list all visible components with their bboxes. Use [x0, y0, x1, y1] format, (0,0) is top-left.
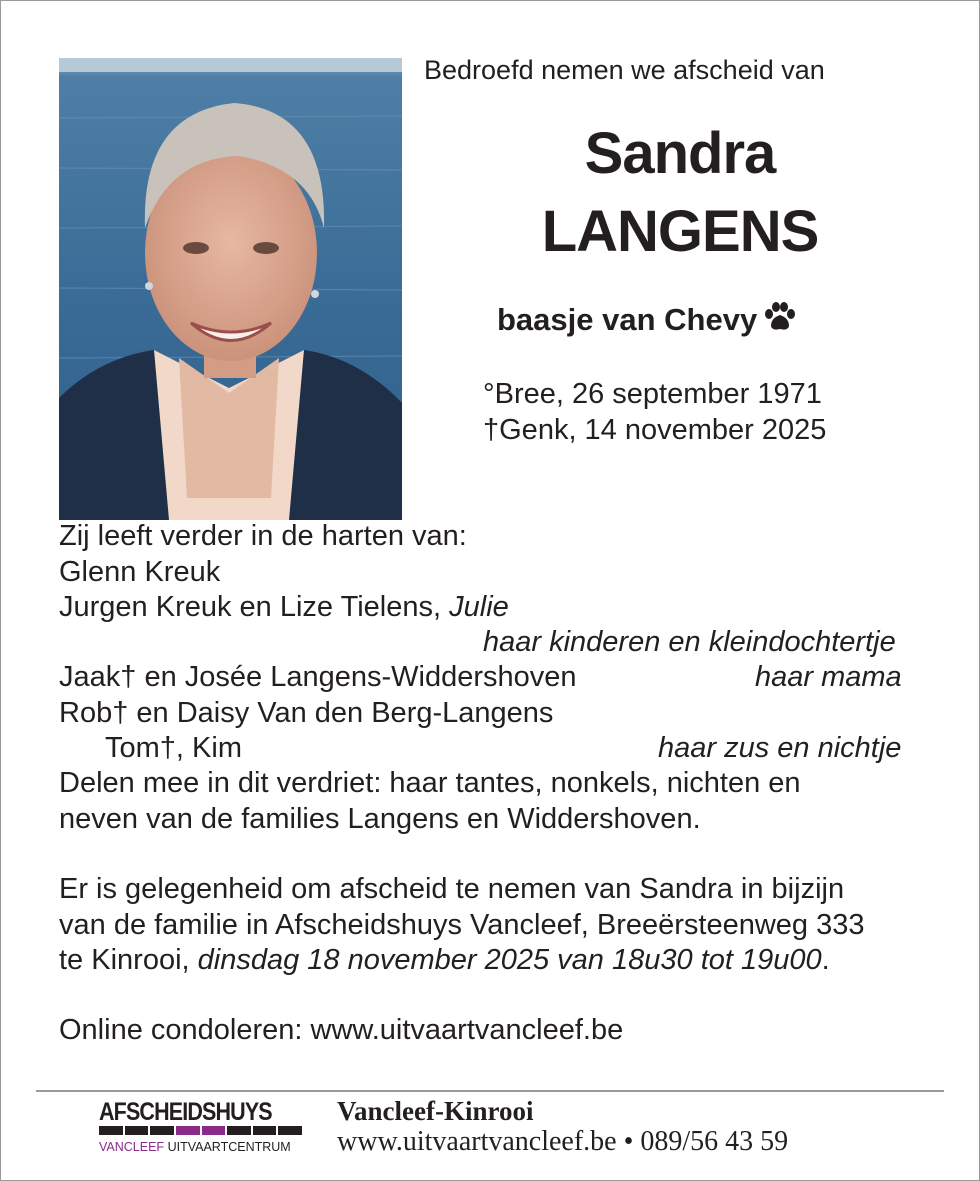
logo-title: AFSCHEIDSHUYS	[99, 1098, 272, 1126]
mourner-italic: Julie	[449, 591, 509, 623]
mourner-line: Tom†, Kim	[105, 732, 242, 764]
visitation-line: van de familie in Afscheidshuys Vancleef, Breeërsteenweg 333	[59, 909, 865, 941]
footer-divider	[36, 1090, 944, 1092]
mourner-line: Delen mee in dit verdriet: haar tantes, nonkels, nichten en	[59, 767, 801, 799]
death-date: †Genk, 14 november 2025	[483, 414, 827, 446]
visitation-text: te Kinrooi,	[59, 944, 190, 976]
portrait-photo	[59, 58, 402, 520]
relation-text: haar kinderen en kleindochtertje	[483, 626, 896, 658]
relation-text: haar zus en nichtje	[658, 732, 902, 764]
paw-icon	[763, 302, 797, 340]
mourner-line: Rob† en Daisy Van den Berg-Langens	[59, 697, 554, 729]
visitation-line	[59, 944, 830, 977]
mourner-line: Jaak† en Josée Langens-Widdershoven	[59, 661, 577, 693]
subtitle	[497, 302, 797, 340]
intro-text: Bedroefd nemen we afscheid van	[424, 55, 825, 85]
logo-bar	[99, 1126, 304, 1135]
mourners-intro: Zij leeft verder in de harten van:	[59, 520, 467, 552]
last-name: LANGENS	[541, 199, 819, 264]
firm-name: Vancleef-Kinrooi	[337, 1096, 534, 1126]
subtitle-text: baasje van Chevy	[497, 302, 758, 337]
first-name: Sandra	[584, 121, 776, 186]
mourner-text: Jurgen Kreuk en Lize Tielens,	[59, 591, 442, 623]
firm-contact: www.uitvaartvancleef.be • 089/56 43 59	[337, 1126, 789, 1157]
visitation-end: .	[821, 944, 830, 976]
funeral-home-logo	[96, 1098, 306, 1160]
birth-date: °Bree, 26 september 1971	[483, 378, 822, 410]
mourner-line: Glenn Kreuk	[59, 556, 221, 588]
relation-text: haar mama	[755, 661, 902, 693]
logo-subtitle	[99, 1140, 291, 1154]
online-condolence: Online condoleren: www.uitvaartvancleef.be	[59, 1014, 624, 1046]
visitation-line: Er is gelegenheid om afscheid te nemen van Sandra in bijzijn	[59, 873, 845, 905]
logo-sub-vancleef: VANCLEEF	[99, 1140, 165, 1154]
mourner-line	[59, 591, 509, 624]
logo-sub-centrum: UITVAARTCENTRUM	[167, 1140, 291, 1154]
visitation-date: dinsdag 18 november 2025 van 18u30 tot 19u00	[197, 944, 822, 976]
mourner-line: neven van de families Langens en Widdershoven.	[59, 803, 701, 835]
